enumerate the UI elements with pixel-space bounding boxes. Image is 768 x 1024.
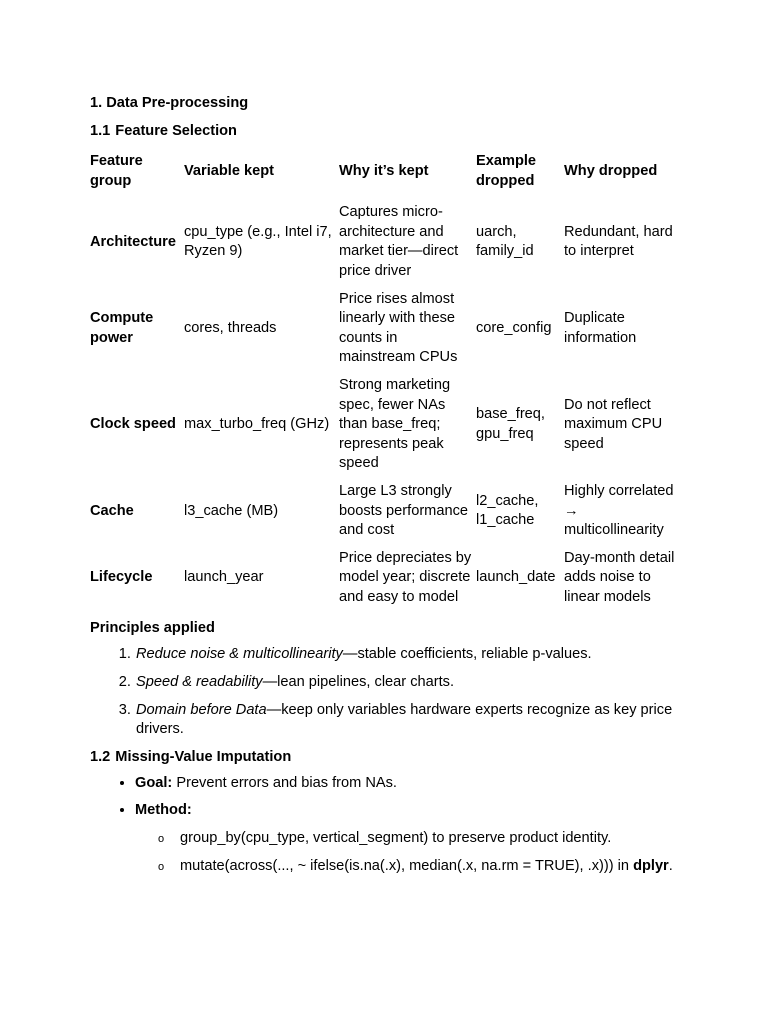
cell-variable-kept: max_turbo_freq (GHz)	[184, 416, 330, 433]
subsection-heading-feature-selection	[90, 122, 690, 140]
table-row	[89, 478, 679, 545]
cell-why-kept: Price rises almost linearly with these counts in mainstream CPUs	[339, 290, 458, 366]
cell-why-dropped: Day-month detail adds noise to linear models	[564, 549, 675, 605]
principle-text: —stable coefficients, reliable p-values.	[342, 646, 592, 663]
cell-why-dropped: Do not reflect maximum CPU speed	[564, 396, 663, 452]
cell-feature-group: Architecture	[90, 233, 176, 250]
subsection-heading-missing-value	[90, 748, 690, 766]
principle-text: —lean pipelines, clear charts.	[262, 674, 454, 691]
cell-feature-group: Compute power	[90, 310, 154, 346]
principle-emphasis: Domain before Data	[136, 701, 267, 718]
method-step-text: group_by(cpu_type, vertical_segment) to preserve product identity.	[180, 830, 612, 847]
table-row	[89, 372, 679, 478]
table-row	[89, 545, 679, 612]
cell-example-dropped: core_config	[476, 319, 552, 336]
method-step-text: mutate(across(..., ~ ifelse(is.na(.x), median(.x, na.rm = TRUE), .x))) in	[180, 857, 634, 874]
list-item-method	[135, 801, 690, 876]
method-step-end: .	[668, 857, 673, 874]
table-row	[89, 286, 679, 372]
cell-feature-group: Cache	[90, 502, 134, 519]
principle-emphasis: Speed & readability	[136, 674, 263, 691]
cell-feature-group: Lifecycle	[90, 569, 153, 586]
cell-why-kept: Strong marketing spec, fewer NAs than base_freq; represents peak speed	[339, 376, 451, 472]
cell-variable-kept: cpu_type (e.g., Intel i7, Ryzen 9)	[184, 223, 332, 260]
cell-why-dropped: Redundant, hard to interpret	[564, 223, 673, 260]
cell-example-dropped: uarch, family_id	[476, 223, 534, 260]
subsection-number: 1.1	[90, 123, 111, 139]
list-item	[135, 701, 690, 740]
cell-why-kept: Price depreciates by model year; discrete and easy to model	[339, 549, 472, 605]
principle-text: —keep only variables hardware experts recognize as key price drivers.	[136, 701, 673, 738]
package-name: dplyr	[633, 857, 669, 874]
table-row	[89, 199, 679, 285]
sub-bullet-marker: o	[158, 833, 165, 846]
header-why-dropped: Why dropped	[564, 162, 658, 179]
sub-bullet-marker: o	[158, 860, 165, 873]
cell-variable-kept: launch_year	[184, 569, 264, 586]
principle-emphasis: Reduce noise & multicollinearity	[136, 646, 343, 663]
list-item	[135, 673, 690, 693]
cell-variable-kept: cores, threads	[184, 319, 277, 336]
header-feature-group: Feature group	[90, 153, 143, 189]
header-why-kept: Why it’s kept	[339, 162, 429, 179]
cell-why-dropped: Highly correlated → multicollinearity	[564, 482, 674, 539]
section-heading-data-preprocessing: 1. Data Pre-processing	[90, 95, 249, 111]
subsection-title: Missing-Value Imputation	[115, 748, 292, 765]
method-steps	[135, 829, 690, 876]
cell-why-dropped: Duplicate information	[564, 310, 637, 346]
principles-heading: Principles applied	[90, 620, 215, 637]
list-item	[135, 645, 690, 665]
cell-feature-group: Clock speed	[90, 416, 176, 433]
list-item	[158, 857, 690, 877]
subsection-number: 1.2	[90, 748, 111, 765]
imputation-list	[90, 774, 690, 876]
goal-label: Goal:	[135, 774, 173, 791]
cell-example-dropped: l2_cache, l1_cache	[476, 492, 539, 529]
subsection-title: Feature Selection	[115, 123, 237, 139]
table-header-row	[89, 148, 679, 199]
principles-list	[90, 645, 690, 739]
cell-example-dropped: launch_date	[476, 569, 556, 586]
goal-text: Prevent errors and bias from NAs.	[172, 774, 397, 791]
header-example-dropped: Example dropped	[476, 153, 537, 189]
feature-selection-table	[89, 148, 679, 611]
header-variable-kept: Variable kept	[184, 162, 275, 179]
cell-why-kept: Captures micro-architecture and market tier—direct price driver	[339, 204, 459, 279]
list-item	[158, 829, 690, 849]
cell-example-dropped: base_freq, gpu_freq	[476, 406, 545, 442]
method-label: Method:	[135, 802, 192, 819]
cell-variable-kept: l3_cache (MB)	[184, 502, 279, 519]
cell-why-kept: Large L3 strongly boosts performance and cost	[339, 482, 468, 539]
list-item-goal	[135, 774, 690, 794]
